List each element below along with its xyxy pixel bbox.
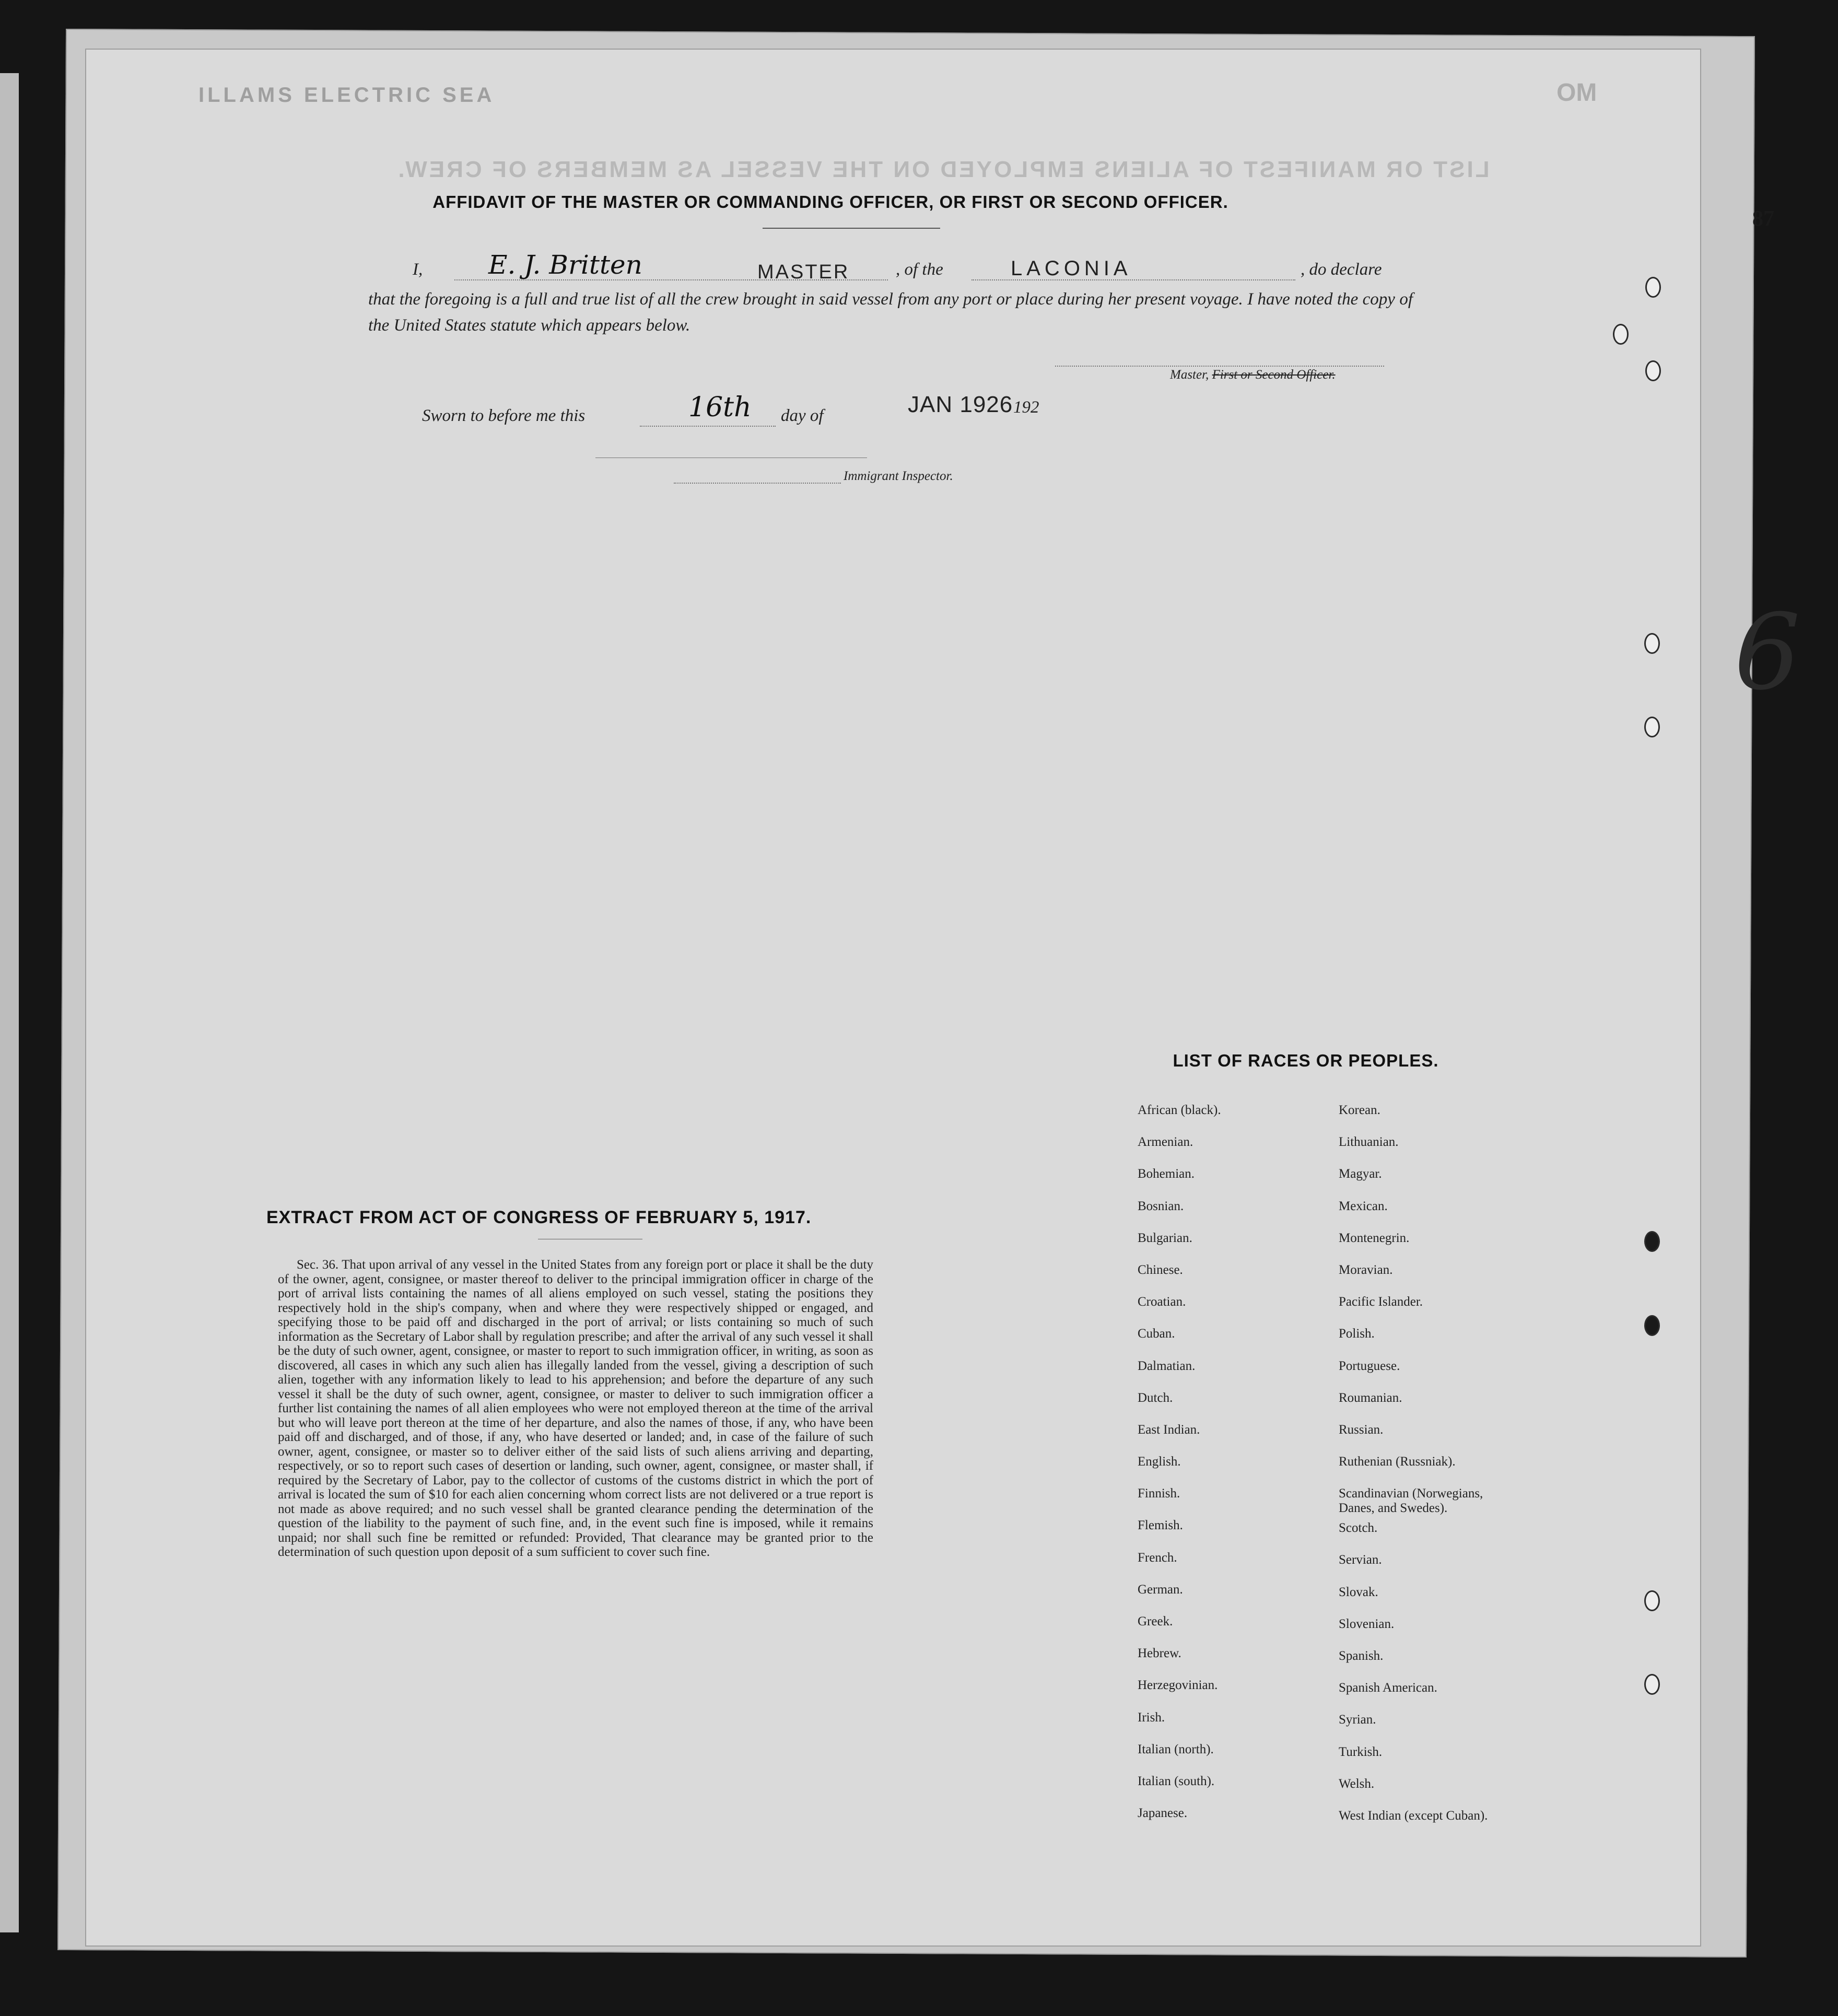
race-item: African (black). [1138, 1103, 1221, 1117]
race-item: Lithuanian. [1339, 1135, 1399, 1150]
rank-stamp: MASTER [757, 261, 850, 283]
punch-hole [1644, 1674, 1660, 1695]
race-item: Syrian. [1339, 1713, 1376, 1727]
affidavit-i-label: I, [413, 260, 423, 279]
punch-hole [1644, 1231, 1660, 1252]
margin-handwritten-mark: 6 [1734, 592, 1801, 713]
race-item: Welsh. [1339, 1776, 1375, 1791]
races-column-b [1339, 1103, 1511, 1841]
race-item: German. [1138, 1582, 1183, 1597]
punch-hole [1644, 717, 1660, 737]
race-item: Japanese. [1138, 1806, 1188, 1821]
signature-caption [1170, 368, 1336, 382]
race-item: Roumanian. [1339, 1390, 1402, 1405]
punch-hole [1645, 360, 1661, 381]
race-item: Russian. [1339, 1422, 1384, 1437]
punch-hole [1644, 1590, 1660, 1611]
master-label: Master, [1170, 368, 1209, 382]
race-item: Bulgarian. [1138, 1230, 1192, 1245]
race-item: Hebrew. [1138, 1646, 1181, 1661]
race-item: Slovenian. [1339, 1616, 1395, 1631]
race-item: French. [1138, 1550, 1177, 1565]
title-underline [763, 228, 940, 229]
sworn-day-handwritten: 16th [688, 392, 752, 423]
race-item: English. [1138, 1455, 1181, 1469]
race-item: Ruthenian (Russniak). [1339, 1455, 1456, 1469]
master-name-handwritten: E. J. Britten [488, 250, 642, 280]
race-item: Italian (north). [1138, 1742, 1214, 1756]
race-item: Cuban. [1138, 1327, 1175, 1341]
date-stamp: JAN 1926 [908, 392, 1013, 417]
race-item: Montenegrin. [1339, 1230, 1410, 1245]
do-declare-label: , do declare [1301, 260, 1382, 279]
race-item: Bosnian. [1138, 1199, 1184, 1213]
race-item: Scandinavian (Norwegians, Danes, and Swedes). [1339, 1486, 1483, 1516]
race-item: Magyar. [1339, 1167, 1382, 1181]
race-item: Italian (south). [1138, 1774, 1215, 1788]
bleed-through-title: LIST OR MANIFEST OF ALIENS EMPLOYED ON THE VESSEL AS MEMBERS OF CREW. [396, 157, 1490, 182]
of-the-label: , of the [896, 260, 943, 279]
race-item: East Indian. [1138, 1422, 1200, 1437]
race-item: Bohemian. [1138, 1167, 1195, 1181]
vessel-name-stamp: LACONIA [1011, 257, 1132, 280]
race-item: Polish. [1339, 1327, 1375, 1341]
bleed-through-corner: MO [1556, 79, 1597, 107]
race-item: West Indian (except Cuban). [1339, 1808, 1488, 1823]
race-item: Moravian. [1339, 1262, 1393, 1277]
race-item: Croatian. [1138, 1295, 1186, 1309]
races-column-a [1138, 1103, 1221, 1838]
punch-hole [1645, 277, 1661, 298]
race-item: Spanish. [1339, 1649, 1384, 1663]
extract-title: EXTRACT FROM ACT OF CONGRESS OF FEBRUARY 5, 1917. [266, 1208, 812, 1227]
struck-officer-label: First or Second Officer. [1212, 368, 1336, 382]
race-item: Scotch. [1339, 1521, 1378, 1536]
punch-hole [1644, 1315, 1660, 1336]
race-item: Pacific Islander. [1339, 1295, 1423, 1309]
punch-hole [1613, 324, 1629, 345]
race-item: Finnish. [1138, 1486, 1180, 1501]
race-item: Chinese. [1138, 1262, 1183, 1277]
adjacent-page-edge [0, 73, 19, 1932]
bleed-through-header: ILLAMS ELECTRIC SEA [198, 84, 495, 107]
day-of-label: day of [781, 406, 824, 425]
affidavit-statement: that the foregoing is a full and true list of all the crew brought in said vessel from any port or place during her present voyage. I have noted the copy of the United States statute which appears below. [368, 290, 1413, 335]
year-prefix: 192 [1013, 398, 1039, 417]
race-item: Herzegovinian. [1138, 1678, 1218, 1693]
affidavit-title: AFFIDAVIT OF THE MASTER OR COMMANDING OFFICER, OR FIRST OR SECOND OFFICER. [432, 192, 1228, 212]
races-list-title: LIST OF RACES OR PEOPLES. [1173, 1051, 1439, 1070]
race-item: Servian. [1339, 1553, 1382, 1567]
race-item: Mexican. [1339, 1199, 1388, 1213]
punch-hole [1644, 633, 1660, 654]
sworn-label: Sworn to before me this [422, 406, 586, 425]
race-item: Irish. [1138, 1710, 1165, 1725]
race-item: Flemish. [1138, 1518, 1183, 1533]
race-item: Portuguese. [1339, 1358, 1400, 1373]
race-item: Dutch. [1138, 1390, 1173, 1405]
race-item: Greek. [1138, 1614, 1173, 1628]
race-item: Spanish American. [1339, 1681, 1437, 1695]
race-item: Korean. [1339, 1103, 1380, 1117]
extract-statute-text: Sec. 36. That upon arrival of any vessel in the United States from any foreign port or place it shall be the duty of the owner, agent, consignee, or master thereof to deliver to the principal immigration officer in charge of the port of arrival lists containing the names of all aliens employed on such vessel, stating the positions they respectively hold in the ship's company, when and where they were respectively shipped or engaged, and specifying those to be paid off and discharged in the port of arrival; or lists containing so much of such information as the Secretary of Labor shall by regulation prescribe; and after the arrival of any such vessel it shall be the duty of such owner, agent, consignee, or master to report to such immigration officer, in writing, as soon as discovered, all cases in which any such alien has illegally landed from the vessel, giving a description of such alien, together with any information likely to lead to his apprehension; and before the departure of any such vessel it shall be the duty of such owner, agent, consignee, or master to deliver to such immigration officer a further list containing the names of all alien employees who were not employed thereon at the time of the arrival but who will leave port thereon at the time of her departure, and also the names of those, if any, who have been paid off and discharged, and of those, if any, who have deserted or landed; and, in case of the failure of such owner, agent, consignee, or master so to deliver either of the said lists of such aliens arriving and departing, respectively, or so to report such cases of desertion or landing, such owner, agent, consignee, or master shall, if required by the Secretary of Labor, pay to the collector of customs of the customs district in which the port of arrival is located the sum of $10 for each alien concerning whom correct lists are not delivered or a true report is not made as above required; and no such vessel shall be granted clearance pending the determination of the question of the liability to the payment of such fine, and, in the event such fine is imposed, while it remains unpaid; nor shall such fine be remitted or refunded: Provided, That clearance may be granted prior to the determination of such question upon deposit of a sum sufficient to cover such fine. [278, 1258, 873, 1559]
race-item: Armenian. [1138, 1135, 1193, 1150]
day-line [640, 426, 776, 427]
page-number: 87 [1752, 207, 1774, 231]
inspector-label: Immigrant Inspector. [844, 469, 953, 483]
race-item: Turkish. [1339, 1744, 1383, 1759]
signature-line [1055, 366, 1384, 367]
inspector-line [674, 483, 841, 484]
vessel-line [971, 279, 1295, 280]
race-item: Slovak. [1339, 1585, 1378, 1599]
race-item: Dalmatian. [1138, 1358, 1196, 1373]
